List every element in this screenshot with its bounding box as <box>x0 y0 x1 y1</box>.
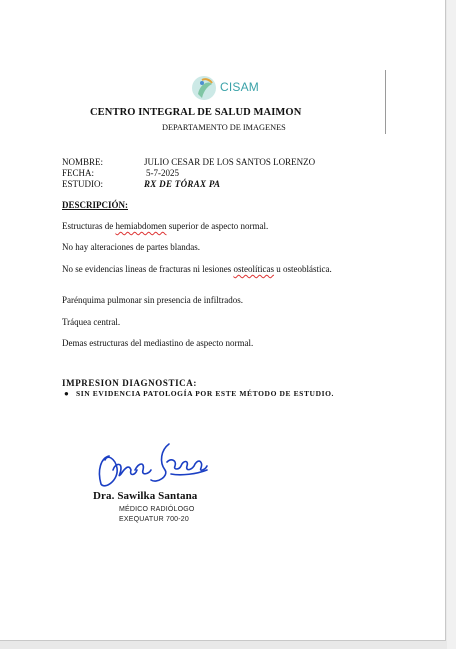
description-paragraph-5: Tráquea central. <box>62 317 121 327</box>
logo-figure-icon <box>190 74 220 106</box>
description-paragraph-3 <box>62 264 352 275</box>
bullet-icon: ● <box>64 389 70 398</box>
spellcheck-word: hemiabdomen <box>115 221 167 231</box>
doctor-registration: EXEQUATUR 700-20 <box>119 516 189 523</box>
impression-item <box>64 389 335 398</box>
cisam-logo <box>190 74 260 106</box>
study-label: ESTUDIO: <box>62 179 103 189</box>
doctor-name: Dra. Sawilka Santana <box>93 490 198 502</box>
p3-text-a: No se evidencias lineas de fracturas ni lesiones <box>62 264 234 274</box>
study-value: RX DE TÓRAX PA <box>144 179 221 189</box>
doctor-role: MÉDICO RADIÓLOGO <box>119 506 195 513</box>
p1-text-a: Estructuras de <box>62 221 116 231</box>
header-divider <box>385 70 386 134</box>
description-paragraph-2: No hay alteraciones de partes blandas. <box>62 242 200 252</box>
description-paragraph-1 <box>62 221 362 232</box>
name-label: NOMBRE: <box>62 157 104 167</box>
handwritten-signature <box>95 440 215 494</box>
date-value: 5-7-2025 <box>146 168 179 178</box>
impression-text: SIN EVIDENCIA PATOLOGÍA POR ESTE MÉTODO DE ESTUDIO. <box>76 389 335 398</box>
name-value: JULIO CESAR DE LOS SANTOS LORENZO <box>144 157 316 167</box>
institution-title: CENTRO INTEGRAL DE SALUD MAIMON <box>90 107 302 118</box>
p1-text-c: superior de aspecto normal. <box>166 221 269 231</box>
date-label: FECHA: <box>62 168 95 178</box>
department-subtitle: DEPARTAMENTO DE IMAGENES <box>162 123 286 132</box>
description-title: DESCRIPCIÓN: <box>62 200 129 210</box>
logo-text: CISAM <box>220 80 260 94</box>
vertical-scrollbar[interactable] <box>447 0 456 649</box>
description-paragraph-4: Parénquima pulmonar sin presencia de infiltrados. <box>62 295 243 305</box>
spellcheck-word: osteolíticas <box>233 264 274 274</box>
description-paragraph-6: Demas estructuras del mediastino de aspecto normal. <box>62 338 254 348</box>
p3-text-c: u osteoblástica. <box>273 264 332 274</box>
impression-title: IMPRESION DIAGNOSTICA: <box>62 378 197 388</box>
